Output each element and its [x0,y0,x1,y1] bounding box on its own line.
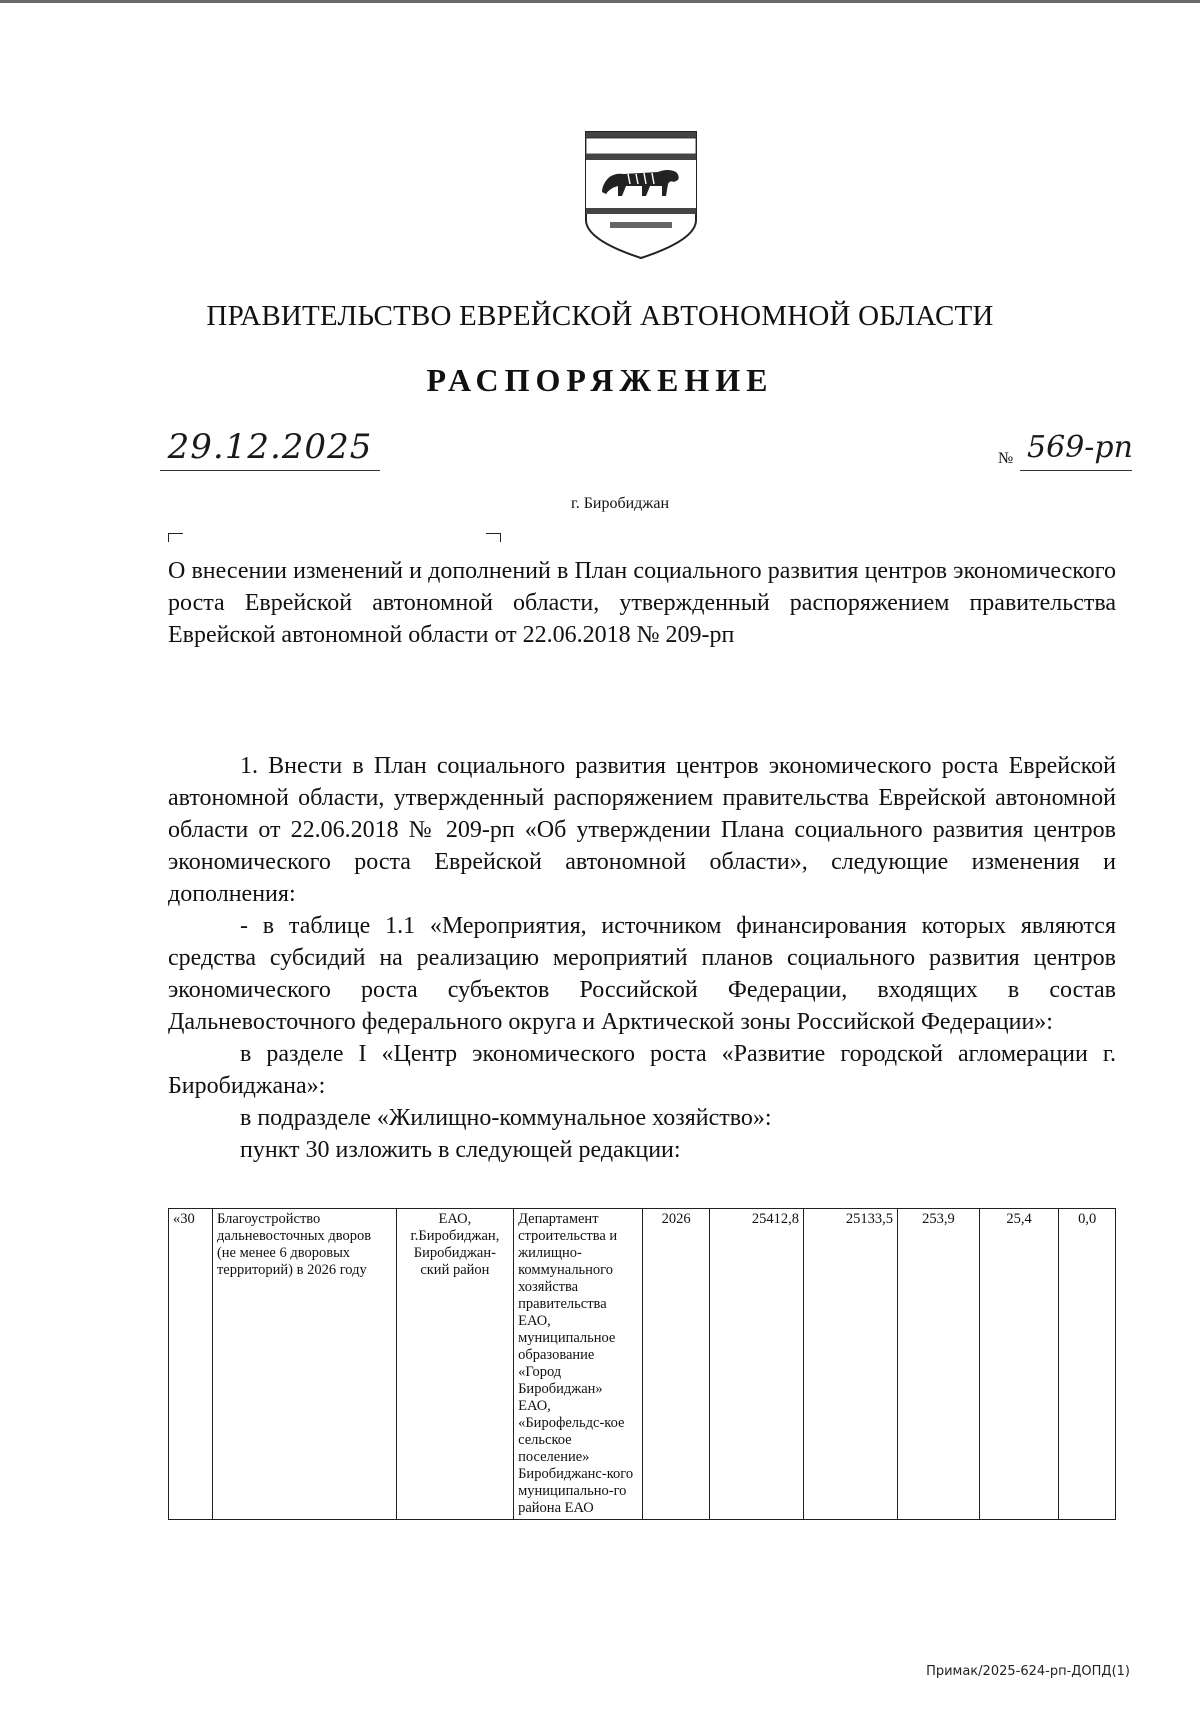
subject-corner-left [168,533,183,542]
coat-of-arms-emblem [580,128,702,262]
cell-location: ЕАО, г.Биробиджан, Биробиджан-ский район [396,1209,513,1520]
number-label: № [998,450,1014,467]
body-paragraph-4: в подразделе «Жилищно-коммунальное хозяйство»: [240,1105,772,1131]
cell-activity-name: Благоустройство дальневосточных дворов (не менее 6 дворовых территорий) в 2026 году [212,1209,396,1520]
table-row [169,1209,1116,1520]
body-paragraph-2: - в таблице 1.1 «Мероприятия, источником финансирования которых являются средства субсидий на реализацию мероприятий планов социального развития центров экономического роста субъектов Российской Федерации, входящих в состав Дальневосточного федерального округа и Арктической зоны Российской Федерации»: [168,913,1116,1035]
cell-other-amount: 0,0 [1059,1209,1116,1520]
subject-corner-right [486,533,501,542]
document-subject: О внесении изменений и дополнений в План социального развития центров экономического роста Еврейской автономной области, утвержденный распоряжением правительства Еврейской автономной области от 22.06.2018 № 209-рп [168,558,1116,648]
body-paragraph-1: 1. Внести в План социального развития центров экономического роста Еврейской автономной области, утвержденный распоряжением правительства Еврейской автономной области от 22.06.2018 № 209-рп «Об утверждении Плана социального развития центров экономического роста Еврейской автономной области», следующие изменения и дополнения: [168,753,1116,907]
document-date: 29.12.2025 [167,427,373,467]
cell-local-amount: 25,4 [979,1209,1058,1520]
cell-total-amount: 25412,8 [710,1209,804,1520]
cell-executor: Департамент строительства и жилищно-коммунального хозяйства правительства ЕАО, муниципальное образование «Город Биробиджан» ЕАО, «Бирофельдс-кое сельское поселение» Биробиджанс-кого муниципально-го района ЕАО [514,1209,643,1520]
cell-regional-amount: 253,9 [898,1209,980,1520]
cell-federal-amount: 25133,5 [804,1209,898,1520]
document-body [168,750,1116,1166]
footer-document-code: Примак/2025-624-рп-ДОПД(1) [926,1664,1130,1679]
city-name: г. Биробиджан [570,495,670,512]
body-paragraph-5: пункт 30 изложить в следующей редакции: [240,1137,681,1163]
plan-table [168,1208,1116,1520]
document-number: 569-рп [1027,430,1133,465]
document-type-title: РАСПОРЯЖЕНИЕ [426,362,774,398]
cell-item-number: «30 [169,1209,213,1520]
cell-year: 2026 [643,1209,710,1520]
scan-edge-line [0,0,1200,3]
body-paragraph-3: в разделе I «Центр экономического роста «Развитие городской агломерации г. Биробиджана»: [168,1041,1116,1099]
government-title: ПРАВИТЕЛЬСТВО ЕВРЕЙСКОЙ АВТОНОМНОЙ ОБЛАСТИ [206,300,994,332]
